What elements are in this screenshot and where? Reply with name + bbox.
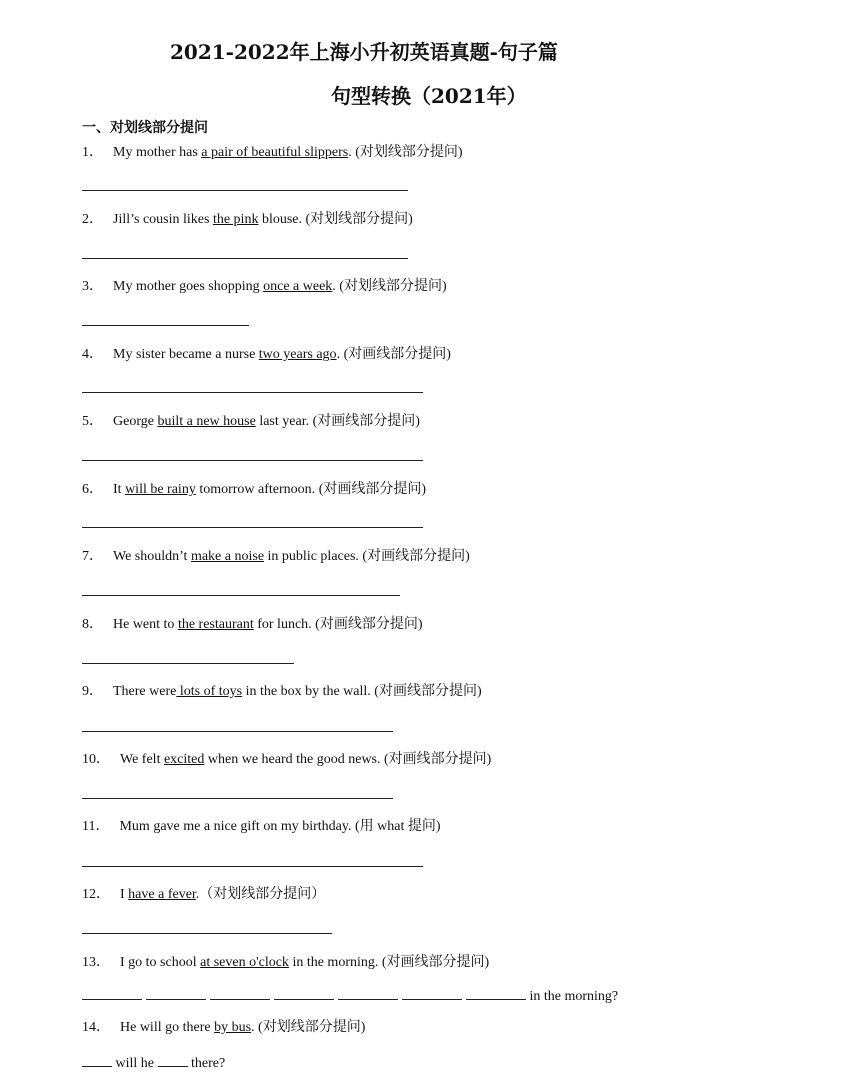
document-title: 2021-2022年上海小升初英语真题-句子篇 xyxy=(170,40,558,64)
question-4: 4． My sister became a nurse two years ago. (对画线部分提问) xyxy=(82,347,451,362)
answer-blank[interactable] xyxy=(338,987,398,1000)
answer-line[interactable] xyxy=(82,663,294,664)
question-13: 13． I go to school at seven o'clock in the morning. (对画线部分提问) xyxy=(82,955,490,970)
answer-line[interactable] xyxy=(82,392,423,393)
question-5: 5． George built a new house last year. (对画线部分提问) xyxy=(82,414,420,429)
answer-line[interactable] xyxy=(82,933,332,934)
section-heading: 一、对划线部分提问 xyxy=(82,120,208,136)
answer-blank[interactable] xyxy=(210,987,270,1000)
question-2: 2． Jill’s cousin likes the pink blouse. (对划线部分提问) xyxy=(82,212,413,227)
answer-blank[interactable] xyxy=(146,987,206,1000)
answer-14-fill xyxy=(82,1054,225,1073)
answer-14-suffix: there? xyxy=(187,1056,226,1071)
answer-blank[interactable] xyxy=(82,987,142,1000)
question-1: 1． My mother has a pair of beautiful slippers. (对划线部分提问) xyxy=(82,145,463,160)
question-9: 9． There were lots of toys in the box by the wall. (对画线部分提问) xyxy=(82,684,482,699)
answer-blank[interactable] xyxy=(82,1054,112,1067)
answer-line[interactable] xyxy=(82,595,400,596)
answer-line[interactable] xyxy=(82,460,423,461)
answer-13-suffix: in the morning? xyxy=(526,989,619,1004)
answer-blank[interactable] xyxy=(402,987,462,1000)
answer-line[interactable] xyxy=(82,325,249,326)
answer-blank[interactable] xyxy=(466,987,526,1000)
question-10: 10． We felt excited when we heard the good news. (对画线部分提问) xyxy=(82,752,492,767)
question-7: 7． We shouldn’t make a noise in public places. (对画线部分提问) xyxy=(82,549,470,564)
answer-line[interactable] xyxy=(82,527,423,528)
answer-line[interactable] xyxy=(82,731,393,732)
question-3: 3． My mother goes shopping once a week. (对划线部分提问) xyxy=(82,279,447,294)
answer-line[interactable] xyxy=(82,798,393,799)
question-11: 11． Mum gave me a nice gift on my birthday. (用 what 提问) xyxy=(82,819,441,834)
question-14: 14． He will go there by bus. (对划线部分提问) xyxy=(82,1020,366,1035)
answer-blank[interactable] xyxy=(158,1054,188,1067)
answer-line[interactable] xyxy=(82,258,408,259)
question-8: 8． He went to the restaurant for lunch. (对画线部分提问) xyxy=(82,617,423,632)
document-subtitle: 句型转换（2021年） xyxy=(331,84,527,108)
answer-line[interactable] xyxy=(82,866,423,867)
answer-blank[interactable] xyxy=(274,987,334,1000)
question-12: 12． I have a fever.（对划线部分提问） xyxy=(82,887,326,902)
answer-line[interactable] xyxy=(82,190,408,191)
answer-13-fill xyxy=(82,987,618,1006)
answer-14-mid: will he xyxy=(112,1056,158,1071)
question-6: 6． It will be rainy tomorrow afternoon. (对画线部分提问) xyxy=(82,482,427,497)
